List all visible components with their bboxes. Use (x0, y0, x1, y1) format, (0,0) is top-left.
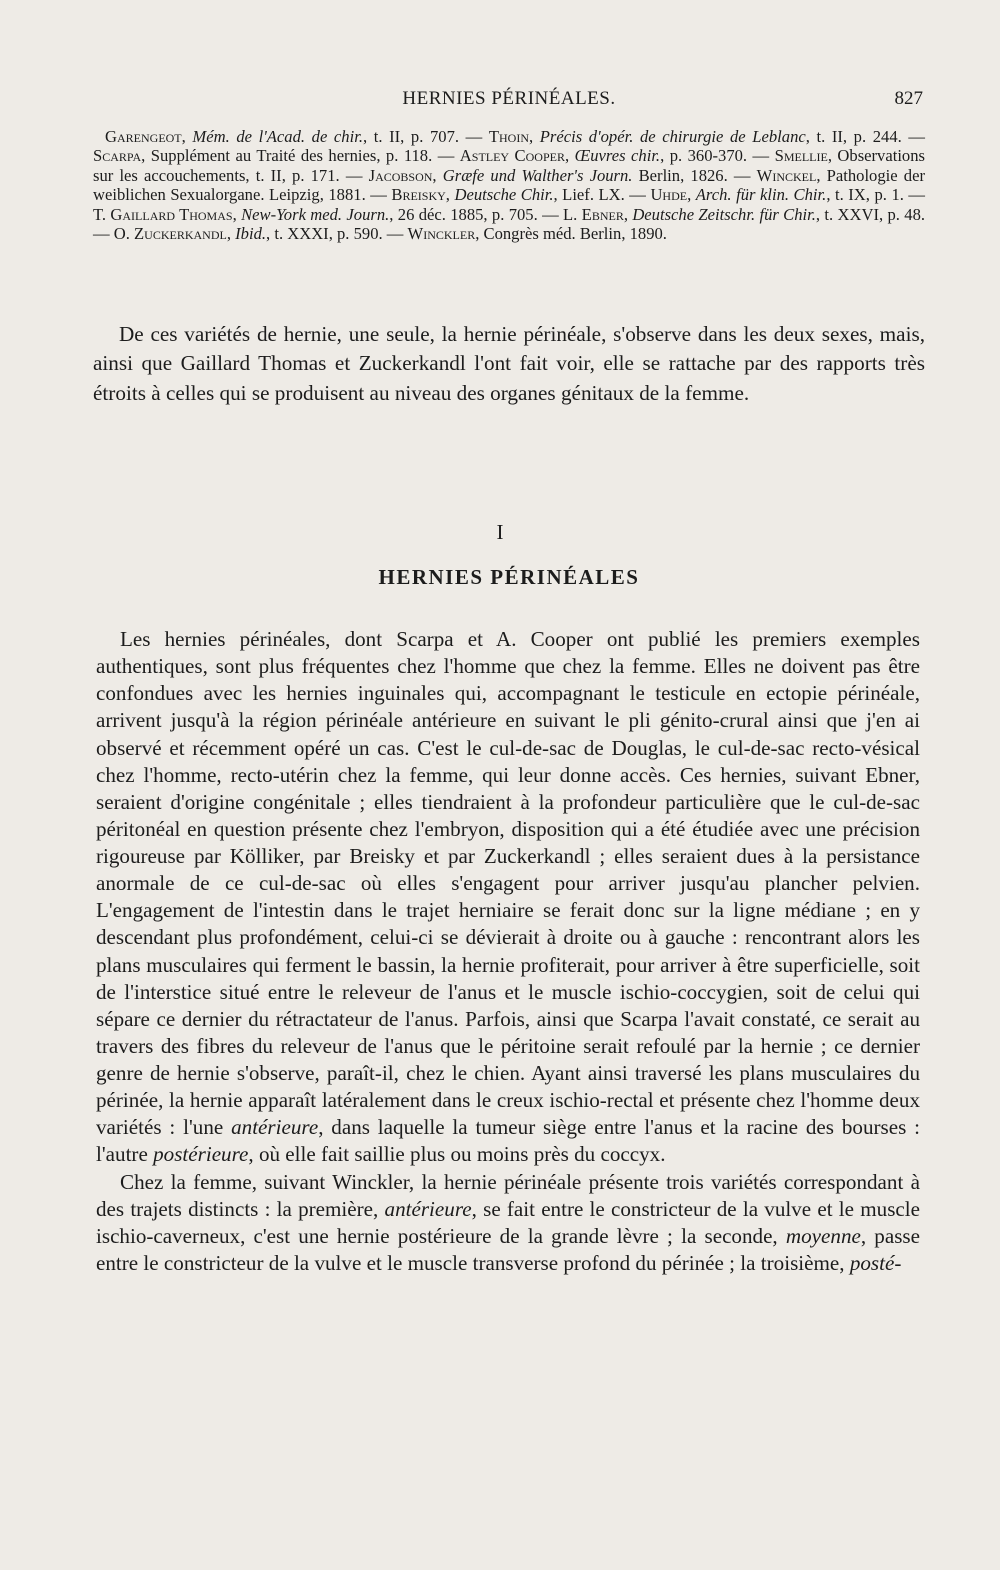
ref-text: , Pathologie der weiblichen Sexualorgane. Leipzig, 1881. — (93, 165, 925, 205)
ref-author: Jacobson (368, 165, 433, 185)
body-text-run: , dans laquelle la tumeur siège entre l'anus et la racine des bourses : l'autre (96, 1115, 920, 1167)
body-text-run: Chez la femme, suivant Winckler, la hernie périnéale présente trois variétés correspondant à des trajets distincts : la première, (96, 1169, 920, 1221)
ref-title: Œuvres chir. (574, 146, 661, 166)
ref-author: Astley Cooper (459, 146, 565, 166)
ref-text: , (564, 146, 575, 166)
ref-text: , Lief. LX. — (553, 185, 651, 205)
section-heading: HERNIES PÉRINÉALES (378, 565, 640, 589)
page-number: 827 (894, 88, 923, 109)
ref-text: , (445, 185, 455, 205)
running-title: HERNIES PÉRINÉALES. (402, 88, 616, 109)
ref-author: O. Zuckerkandl (113, 224, 227, 244)
body-italic-term: posté- (849, 1250, 902, 1275)
intro-paragraph: De ces variétés de hernie, une seule, la hernie périnéale, s'observe dans les deux sexes, mais, ainsi que Gaillard Thomas et Zuckerkandl l'ont fait voir, elle se rattache par des rapports très étroits à celles qui se produisent au niveau des organes génitaux de la femme. (93, 322, 925, 405)
ref-text: , t. II, p. 244. — (805, 127, 925, 146)
body-italic-term: moyenne (785, 1223, 861, 1248)
ref-text: , t. XXXI, p. 590. — (266, 224, 408, 244)
body-text-run: Les hernies périnéales, dont Scarpa et A. Cooper ont publié les premiers exemples authentiques, sont plus fréquentes chez l'homme que chez la femme. Elles ne doivent pas être confondues avec les hernies inguinales qui, accompagnant le testicule en ectopie périnéale, arrivent jusqu'à la région périnéale antérieure en suivant le pli génito-crural ainsi que j'en ai observé et récemment opéré un cas. C'est le cul-de-sac de Douglas, le cul-de-sac recto-vésical chez l'homme, recto-utérin chez la femme, qui leur donne accès. Ces hernies, suivant Ebner, seraient d'origine congénitale ; elles tiendraient à la profondeur particulière que le cul-de-sac péritonéal en question présente chez l'embryon, disposition qui a été étudiée avec une précision rigoureuse par Kölliker, par Breisky et par Zuckerkandl ; elles seraient dues à la persistance anormale de ce cul-de-sac où elles s'engagent pour arriver jusqu'au plancher pelvien. L'engagement de l'intestin dans le trajet herniaire se ferait donc sur la ligne médiane ; en y descendant plus profondément, celui-ci se dévierait à droite ou à gauche : rencontrant alors les plans musculaires qui ferment le bassin, la hernie profiterait, pour arriver à être superficielle, soit de l'interstice situé entre le releveur de l'anus et le muscle ischio-coccygien, soit de celui qui sépare ce dernier du rétractateur de l'anus. Parfois, ainsi que Scarpa l'avait constaté, ce serait au travers des fibres du releveur de l'anus que le péritoine serait refoulé par la hernie ; ce dernier genre de hernie s'observe, paraît-il, chez le chien. Ayant ainsi traversé les plans musculaires du périnée, la hernie apparaît latéralement dans le creux ischio-rectal et présente chez l'homme deux variétés : l'une (96, 627, 920, 1140)
ref-title: Arch. für klin. Chir. (695, 185, 827, 205)
body-italic-term: postérieure (153, 1142, 249, 1167)
ref-author: Scarpa (93, 146, 142, 166)
ref-text: , 26 déc. 1885, p. 705. — (389, 204, 564, 224)
ref-title: New-York med. Journ. (241, 204, 390, 224)
body-text-run: , où elle fait saillie plus ou moins près du coccyx. (248, 1142, 666, 1167)
body-text-run: , se fait entre le constricteur de la vulve et le muscle ischio-caverneux, c'est une hernie postérieure de la grande lèvre ; la seconde, (96, 1196, 920, 1248)
ref-text: , (623, 204, 633, 224)
ref-text: , Observations sur les accouchements, t. II, p. 171. — (93, 146, 925, 185)
ref-text: , (687, 185, 696, 205)
ref-title: Précis d'opér. de chirurgie de Leblanc (539, 127, 806, 146)
ref-text: , (226, 224, 236, 244)
ref-title: Mém. de l'Acad. de chir. (192, 127, 363, 146)
ref-author: Thoin (488, 127, 529, 146)
ref-author: Uhde (650, 185, 688, 205)
ref-author: Smellie (774, 146, 828, 166)
ref-title: Græfe und Walther's Journ. (442, 165, 633, 185)
ref-text: , (181, 127, 193, 146)
ref-text: , t. XXVI, p. 48. — (93, 204, 926, 244)
ref-text: , (232, 204, 242, 224)
ref-author: Winckler (407, 224, 476, 244)
body-text-run: , passe entre le constricteur de la vulve et le muscle transverse profond du périnée ; la troisième, (96, 1223, 920, 1275)
bibliography-references (93, 127, 925, 243)
references-paragraph (93, 127, 925, 243)
intro-section (93, 320, 925, 408)
ref-title: Deutsche Chir. (454, 185, 554, 205)
ref-text: , t. IX, p. 1. — (826, 185, 926, 205)
ref-author: Winckel (756, 165, 817, 185)
section-numeral: I (496, 520, 504, 544)
ref-text: , (432, 165, 443, 185)
body-paragraph-1 (96, 626, 920, 1169)
ref-author: Garengeot (105, 127, 182, 146)
body-italic-term: antérieure (231, 1115, 319, 1140)
ref-author: T. Gaillard Thomas (93, 204, 233, 224)
ref-author: Breisky (391, 185, 446, 205)
ref-author: L. Ebner (563, 204, 624, 224)
body-paragraph-2 (96, 1169, 920, 1278)
body-text (96, 626, 920, 1277)
ref-text: , Supplément au Traité des hernies, p. 118. — (141, 146, 460, 166)
ref-text: , t. II, p. 707. — (362, 127, 489, 146)
ref-title: Deutsche Zeitschr. für Chir. (632, 204, 816, 224)
ref-text: , Congrès méd. Berlin, 1890. (475, 224, 667, 244)
body-italic-term: antérieure (384, 1196, 472, 1221)
page-header (95, 88, 923, 116)
ref-title: Ibid. (235, 224, 267, 244)
ref-text: Berlin, 1826. — (632, 165, 757, 185)
ref-text: , (529, 127, 540, 146)
ref-text: , p. 360-370. — (660, 146, 775, 166)
